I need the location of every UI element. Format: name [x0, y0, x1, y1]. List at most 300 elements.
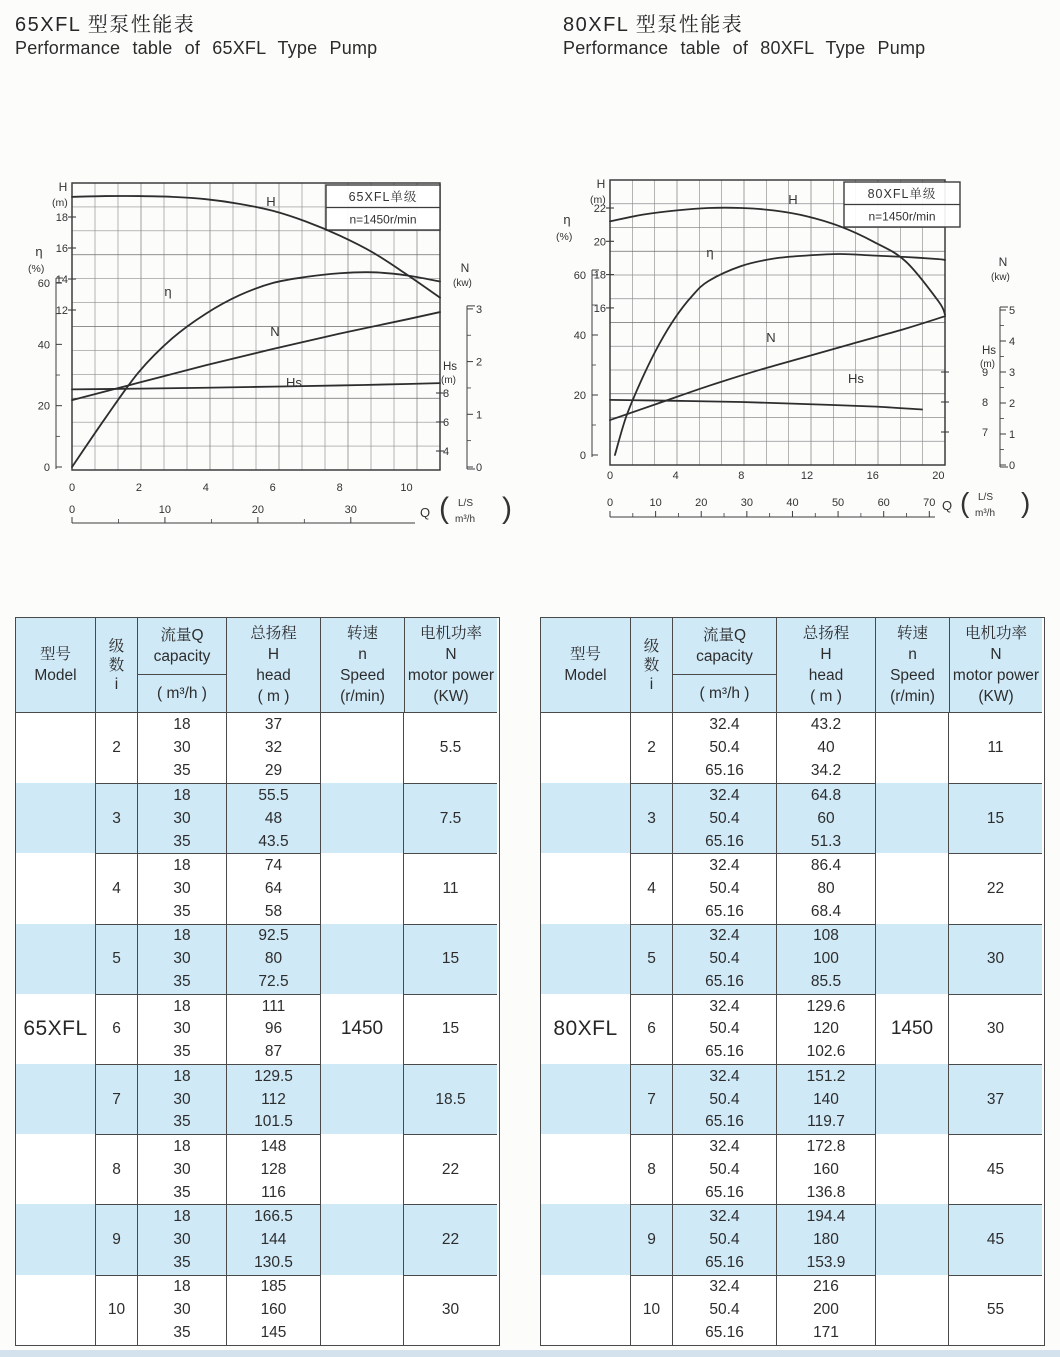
head-cell-value: 112: [261, 1090, 286, 1108]
motor-power-cell: [949, 1275, 1042, 1345]
motor-power-cell: [949, 783, 1042, 853]
head-cell: [776, 783, 875, 853]
capacity-cell: [672, 924, 776, 994]
capacity-cell-value: 65.16: [705, 1323, 744, 1341]
head-cell: [226, 924, 320, 994]
capacity-cell-value: 35: [173, 1183, 191, 1201]
x-m3h-tick-label: 50: [831, 497, 845, 509]
capacity-cell-value: 32.4: [709, 857, 740, 875]
head-cell-value: 58: [264, 902, 283, 920]
head-cell-value: 144: [260, 1230, 287, 1248]
capacity-cell: [137, 1134, 226, 1204]
head-cell-value: 128: [260, 1160, 287, 1178]
motor-power-cell-value: 45: [986, 1230, 1005, 1248]
col-header-capacity: [672, 618, 776, 713]
capacity-cell-value: 65.16: [705, 972, 744, 990]
header-label: i: [114, 675, 119, 693]
n-axis-tick-label: 2: [476, 356, 483, 369]
header-label: Speed: [890, 667, 935, 684]
n-axis-label: N: [998, 255, 1008, 269]
x-m3h-tick-label: 20: [695, 497, 708, 509]
capacity-cell-value: 50.4: [709, 1301, 740, 1319]
stage-count-cell: [630, 994, 672, 1064]
head-cell-value: 64.8: [810, 786, 842, 804]
head-cell-value: 145: [260, 1323, 287, 1341]
performance-table-80xfl: [540, 617, 1045, 1346]
hs-axis-tick-label: 9: [982, 367, 989, 379]
header-unit: (KW): [433, 688, 469, 705]
n-axis-tick-label: 3: [476, 303, 483, 316]
n-axis-tick-label: 4: [1009, 336, 1016, 348]
motor-power-cell-value: 15: [441, 950, 460, 968]
motor-power-cell-value: 11: [442, 879, 459, 897]
capacity-cell: [137, 994, 226, 1064]
capacity-cell-value: 35: [173, 762, 191, 780]
n-axis-unit: (kw): [453, 278, 472, 289]
capacity-cell-value: 50.4: [709, 1230, 740, 1248]
hs-axis-tick-label: 7: [982, 427, 989, 439]
series-label-N: N: [766, 330, 776, 345]
header-label: i: [649, 675, 654, 693]
header-label: Model: [34, 667, 77, 684]
capacity-cell-value: 30: [173, 739, 191, 757]
head-cell-value: 171: [813, 1323, 839, 1341]
motor-power-cell: [949, 713, 1042, 783]
col-header-speed: [875, 618, 949, 713]
capacity-cell-value: 18: [173, 1278, 191, 1296]
capacity-cell-value: 50.4: [709, 1090, 740, 1108]
motor-power-cell-value: 30: [441, 1301, 460, 1319]
header-label: 数: [108, 656, 125, 674]
hs-axis-label: Hs: [443, 361, 458, 373]
head-cell-value: 87: [264, 1043, 283, 1061]
stage-count-cell-value: 4: [647, 879, 656, 897]
stage-count-cell-value: 9: [647, 1230, 656, 1248]
head-cell-value: 29: [264, 762, 283, 780]
stage-count-cell-value: 6: [112, 1020, 121, 1038]
header-unit: (r/min): [340, 688, 385, 705]
head-cell-value: 129.5: [254, 1067, 293, 1085]
header-label: 流量Q: [702, 627, 747, 644]
motor-power-cell-value: 15: [441, 1020, 460, 1038]
header-label: 数: [643, 656, 660, 674]
x-m3h-tick-label: 60: [877, 497, 890, 509]
motor-power-cell-value: 11: [987, 739, 1004, 757]
capacity-cell-value: 30: [173, 1090, 191, 1108]
stage-count-cell-value: 5: [112, 950, 121, 968]
eta-axis-tick-label: 60: [37, 278, 50, 291]
capacity-cell-value: 18: [173, 927, 191, 945]
capacity-cell: [137, 1064, 226, 1134]
hs-axis-unit: (m): [980, 359, 995, 370]
q-axis-label: Q: [942, 498, 953, 513]
hs-axis-tick-label: 8: [443, 388, 450, 400]
capacity-cell-value: 32.4: [709, 1208, 740, 1226]
head-cell-value: 85.5: [810, 972, 842, 990]
motor-power-cell-value: 22: [441, 1160, 460, 1178]
stage-count-cell: [95, 1204, 137, 1274]
head-cell-value: 160: [260, 1301, 287, 1319]
head-cell-value: 72.5: [258, 972, 289, 990]
n-axis-tick-label: 5: [1009, 305, 1016, 317]
h-axis-tick-label: 22: [593, 203, 606, 215]
head-cell: [776, 1204, 875, 1274]
head-cell: [776, 1275, 875, 1345]
head-cell: [226, 713, 320, 783]
header-label: capacity: [696, 648, 753, 665]
header-label: 转速: [346, 625, 378, 642]
x-ls-tick-label: 0: [606, 470, 614, 482]
stage-count-cell: [630, 1275, 672, 1345]
capacity-cell-value: 35: [173, 832, 191, 850]
n-axis-tick-label: 0: [476, 462, 483, 474]
motor-power-cell: [949, 1064, 1042, 1134]
header-label: motor power: [407, 667, 495, 684]
col-header-model: [16, 618, 95, 713]
capacity-cell: [672, 783, 776, 853]
series-label-H: H: [266, 194, 276, 209]
head-cell: [776, 1064, 875, 1134]
head-cell: [776, 924, 875, 994]
capacity-cell-value: 18: [173, 1067, 191, 1085]
motor-power-cell-value: 37: [986, 1090, 1005, 1108]
col-header-stages: [95, 618, 137, 713]
capacity-cell: [137, 853, 226, 923]
head-cell: [776, 994, 875, 1064]
head-cell-value: 96: [264, 1020, 283, 1038]
header-label: n: [358, 646, 367, 663]
capacity-cell: [137, 713, 226, 783]
capacity-cell-value: 30: [173, 1160, 191, 1178]
head-cell-value: 200: [813, 1301, 839, 1319]
stage-count-cell: [630, 1064, 672, 1134]
head-cell: [776, 713, 875, 783]
stage-count-cell: [630, 783, 672, 853]
head-cell-value: 148: [260, 1137, 287, 1155]
stage-count-cell: [630, 924, 672, 994]
head-cell-value: 185: [260, 1278, 287, 1296]
header-label: 总扬程: [802, 625, 850, 642]
header-unit: (r/min): [890, 688, 935, 705]
motor-power-cell: [404, 1204, 497, 1274]
series-label-eta: η: [164, 284, 172, 299]
eta-axis-tick-label: 0: [579, 450, 586, 462]
x-m3h-tick-label: 0: [68, 504, 76, 516]
head-cell-value: 43.5: [258, 832, 289, 850]
capacity-cell-value: 65.16: [705, 832, 744, 850]
capacity-cell-value: 30: [173, 950, 191, 968]
stage-count-cell: [95, 1275, 137, 1345]
q-unit-paren: (: [960, 487, 970, 518]
h-axis-unit: (m): [590, 194, 606, 206]
q-unit-m3h: m³/h: [455, 514, 475, 525]
page-bottom-strip: [0, 1350, 1060, 1357]
h-axis-label: H: [58, 180, 68, 194]
header-label: 型号: [39, 646, 71, 663]
x-m3h-tick-label: 10: [649, 497, 662, 509]
head-cell: [226, 1204, 320, 1274]
n-axis-tick-label: 1: [1009, 429, 1016, 441]
capacity-cell-value: 50.4: [709, 950, 740, 968]
model-cell: 65XFL: [23, 1016, 88, 1040]
motor-power-cell: [404, 783, 497, 853]
h-axis-tick-label: 14: [55, 274, 68, 286]
header-label: N: [990, 646, 1002, 663]
capacity-cell-value: 65.16: [705, 902, 744, 920]
head-cell: [776, 853, 875, 923]
x-ls-tick-label: 10: [400, 482, 413, 494]
head-cell-value: 136.8: [806, 1183, 846, 1201]
x-ls-tick-label: 2: [135, 482, 142, 494]
eta-axis-tick-label: 60: [573, 270, 586, 282]
capacity-cell-value: 18: [173, 716, 191, 734]
stage-count-cell: [95, 994, 137, 1064]
motor-power-cell-value: 22: [441, 1230, 460, 1248]
h-axis-tick-label: 18: [55, 212, 68, 224]
capacity-cell-value: 65.16: [705, 762, 744, 780]
head-cell: [226, 853, 320, 923]
capacity-cell-value: 30: [173, 1301, 191, 1319]
series-label-Hs: Hs: [286, 375, 302, 390]
head-cell-value: 108: [813, 927, 839, 945]
q-axis-label: Q: [420, 505, 431, 520]
head-cell: [776, 1134, 875, 1204]
header-label: 流量Q: [160, 627, 204, 644]
header-unit: ( m³/h ): [157, 685, 207, 702]
series-label-N: N: [270, 324, 280, 339]
header-label: 转速: [896, 625, 928, 642]
capacity-cell: [672, 1064, 776, 1134]
eta-axis-label: η: [35, 244, 43, 259]
series-curve-eta: [615, 254, 945, 455]
x-ls-tick-label: 12: [800, 470, 814, 482]
header-label: 级: [108, 637, 125, 655]
motor-power-cell: [404, 1134, 497, 1204]
capacity-cell-value: 32.4: [709, 1067, 740, 1085]
capacity-cell-value: 35: [173, 1323, 191, 1341]
head-cell-value: 111: [261, 997, 286, 1015]
capacity-cell: [672, 713, 776, 783]
performance-chart-80xfl: [545, 160, 1060, 550]
series-label-eta: η: [706, 245, 714, 260]
x-ls-tick-label: 8: [738, 470, 745, 482]
stage-count-cell-value: 8: [112, 1160, 121, 1178]
n-axis-tick-label: 1: [476, 409, 483, 422]
col-header-capacity: [137, 618, 226, 713]
capacity-cell-value: 18: [173, 997, 191, 1015]
head-cell: [226, 994, 320, 1064]
stage-count-cell-value: 4: [112, 879, 121, 897]
model-cell: 80XFL: [553, 1016, 618, 1040]
capacity-cell: [672, 853, 776, 923]
q-unit-paren: (: [439, 492, 449, 525]
n-axis-tick-label: 2: [1009, 398, 1016, 410]
capacity-cell-value: 18: [173, 786, 191, 804]
eta-axis-unit: (%): [556, 231, 573, 243]
stage-count-cell-value: 2: [112, 739, 121, 757]
col-header-head: [776, 618, 875, 713]
head-cell-value: 80: [817, 879, 835, 897]
n-axis-unit: (kw): [991, 272, 1010, 283]
head-cell-value: 172.8: [806, 1137, 846, 1155]
stage-count-cell-value: 7: [647, 1090, 656, 1108]
capacity-cell-value: 32.4: [709, 716, 740, 734]
head-cell: [226, 1275, 320, 1345]
head-cell-value: 180: [813, 1230, 839, 1248]
motor-power-cell: [404, 924, 497, 994]
n-axis-tick-label: 3: [1009, 367, 1016, 379]
head-cell-value: 116: [261, 1183, 286, 1201]
capacity-cell: [137, 1204, 226, 1274]
capacity-cell-value: 50.4: [709, 1160, 740, 1178]
head-cell-value: 40: [817, 739, 835, 757]
q-unit-m3h: m³/h: [975, 508, 995, 519]
head-cell-value: 64: [264, 879, 283, 897]
head-cell-value: 101.5: [254, 1113, 293, 1131]
header-label: Model: [564, 667, 607, 684]
header-unit: ( m ): [257, 688, 290, 705]
performance-chart-65xfl: [15, 160, 520, 550]
h-axis-tick-label: 12: [55, 305, 68, 317]
capacity-cell-value: 35: [173, 902, 191, 920]
legend-title: 80XFL单级: [867, 186, 937, 201]
stage-count-cell: [95, 783, 137, 853]
legend-subtitle: n=1450r/min: [349, 212, 417, 227]
stage-count-cell: [630, 1204, 672, 1274]
x-ls-tick-label: 0: [68, 482, 76, 494]
head-cell-value: 102.6: [806, 1043, 846, 1061]
h-axis-label: H: [596, 177, 606, 191]
head-cell-value: 130.5: [254, 1253, 293, 1271]
header-label: 电机功率: [964, 625, 1027, 642]
n-axis-tick-label: 0: [1009, 460, 1016, 472]
head-cell-value: 68.4: [810, 902, 842, 920]
motor-power-cell: [404, 713, 497, 783]
head-cell-value: 48: [264, 809, 283, 827]
h-axis-tick-label: 16: [55, 243, 68, 255]
capacity-cell-value: 50.4: [709, 879, 740, 897]
eta-axis-tick-label: 0: [43, 462, 50, 474]
hs-axis-label: Hs: [982, 345, 997, 357]
capacity-cell: [672, 1134, 776, 1204]
motor-power-cell-value: 30: [986, 950, 1005, 968]
capacity-cell-value: 32.4: [709, 927, 740, 945]
head-cell-value: 74: [264, 857, 283, 875]
q-unit-ls: L/S: [458, 498, 474, 509]
motor-power-cell-value: 15: [986, 809, 1005, 827]
header-unit: (KW): [978, 688, 1014, 705]
x-ls-tick-label: 4: [202, 482, 209, 494]
stage-count-cell-value: 10: [107, 1301, 126, 1319]
x-ls-tick-label: 20: [932, 470, 945, 482]
q-unit-ls: L/S: [978, 492, 994, 503]
capacity-cell: [672, 1275, 776, 1345]
capacity-cell-value: 50.4: [709, 809, 740, 827]
header-label: 电机功率: [419, 625, 482, 642]
stage-count-cell: [95, 1134, 137, 1204]
head-cell-value: 60: [817, 809, 835, 827]
head-cell-value: 55.5: [258, 786, 289, 804]
head-cell-value: 160: [813, 1160, 839, 1178]
motor-power-cell: [404, 994, 497, 1064]
stage-count-cell-value: 7: [112, 1090, 121, 1108]
capacity-cell: [137, 924, 226, 994]
motor-power-cell-value: 7.5: [439, 809, 462, 827]
capacity-cell-value: 30: [173, 879, 191, 897]
section-title-65xfl-zh: 65XFL 型泵性能表: [15, 14, 196, 36]
stage-count-cell-value: 3: [112, 809, 121, 827]
series-label-H: H: [788, 192, 798, 207]
q-unit-paren: ): [1021, 487, 1031, 518]
stage-count-cell-value: 10: [642, 1301, 661, 1319]
col-header-stages: [630, 618, 672, 713]
capacity-cell-value: 32.4: [709, 997, 740, 1015]
head-cell-value: 216: [813, 1278, 839, 1296]
capacity-cell-value: 35: [173, 1253, 191, 1271]
col-header-model: [541, 618, 630, 713]
capacity-cell: [137, 1275, 226, 1345]
series-curve-N: [610, 316, 945, 420]
capacity-cell-value: 32.4: [709, 786, 740, 804]
eta-axis-tick-label: 20: [37, 400, 50, 413]
hs-axis-tick-label: 6: [443, 417, 450, 429]
x-m3h-tick-label: 40: [786, 497, 799, 509]
eta-axis-tick-label: 40: [37, 339, 50, 352]
legend-subtitle: n=1450r/min: [868, 209, 936, 224]
header-label: N: [445, 646, 457, 663]
hs-axis-tick-label: 8: [982, 397, 989, 409]
stage-count-cell: [95, 924, 137, 994]
stage-count-cell: [630, 713, 672, 783]
header-label: 级: [643, 637, 660, 655]
col-header-power: [949, 618, 1042, 713]
motor-power-cell: [949, 1134, 1042, 1204]
capacity-cell-value: 35: [173, 1043, 191, 1061]
motor-power-cell: [949, 994, 1042, 1064]
speed-cell: 1450: [875, 713, 949, 1345]
x-ls-tick-label: 8: [336, 482, 343, 494]
motor-power-cell: [404, 1064, 497, 1134]
x-ls-tick-label: 4: [672, 470, 679, 482]
stage-count-cell-value: 6: [647, 1020, 656, 1038]
stage-count-cell-value: 5: [647, 950, 656, 968]
motor-power-cell-value: 5.5: [439, 739, 462, 757]
hs-axis-unit: (m): [441, 375, 456, 386]
x-m3h-tick-label: 10: [158, 504, 172, 516]
capacity-cell-value: 35: [173, 1113, 191, 1131]
eta-axis-tick-label: 20: [573, 390, 586, 402]
col-header-power: [404, 618, 497, 713]
capacity-cell: [137, 783, 226, 853]
header-unit: ( m ): [810, 688, 842, 705]
head-cell: [226, 1064, 320, 1134]
capacity-cell-value: 35: [173, 972, 191, 990]
header-label: capacity: [153, 648, 211, 665]
x-m3h-tick-label: 20: [251, 504, 264, 516]
stage-count-cell-value: 9: [112, 1230, 121, 1248]
x-ls-tick-label: 16: [866, 470, 879, 482]
section-title-80xfl-en: Performance table of 80XFL Type Pump: [563, 38, 926, 58]
header-label: n: [908, 646, 917, 663]
head-cell-value: 194.4: [806, 1208, 846, 1226]
stage-count-cell-value: 8: [647, 1160, 656, 1178]
head-cell-value: 100: [813, 950, 839, 968]
capacity-cell-value: 32.4: [709, 1278, 740, 1296]
head-cell-value: 92.5: [258, 927, 289, 945]
stage-count-cell: [630, 1134, 672, 1204]
motor-power-cell: [404, 1275, 497, 1345]
x-m3h-tick-label: 70: [923, 497, 936, 509]
